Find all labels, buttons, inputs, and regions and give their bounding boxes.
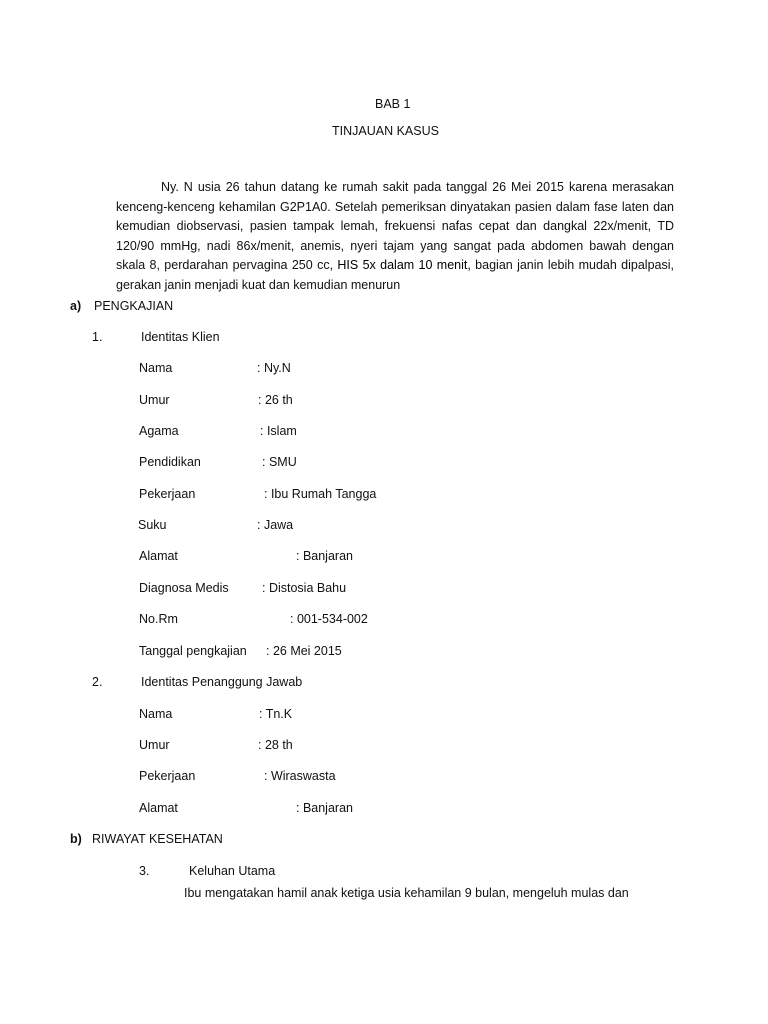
keluhan-text: Ibu mengatakan hamil anak ketiga usia kehamilan 9 bulan, mengeluh mulas dan <box>184 886 629 900</box>
field-label: Diagnosa Medis <box>139 581 229 595</box>
field-label: Pendidikan <box>139 455 201 469</box>
intro-text-1: Ny. N usia 26 tahun datang ke rumah sakit pada tanggal 26 Mei 2015 karena merasakan kenceng-kenceng kehamilan G2P1A0. Setelah pemeriksan dinyatakan pasien dalam fase laten dan kemudian diobservasi, pasien tampak lemah, frekuensi nafas cepat dan dangkal 22x/menit, TD 120/90 mmHg, nadi 86x/menit, anemis, nyeri tajam yang sangat pada abdomen bawah dengan skala 8, perdarahan pervagina 250 cc, <box>116 180 674 273</box>
field-value: : 26 Mei 2015 <box>266 644 342 658</box>
field-value: : Banjaran <box>296 801 353 815</box>
field-label: Tanggal pengkajian <box>139 644 247 658</box>
field-label: Alamat <box>139 549 178 563</box>
field-value: : 28 th <box>258 738 293 752</box>
field-value: : Tn.K <box>259 707 293 721</box>
field-value: : Islam <box>260 424 297 438</box>
field-value: : SMU <box>262 455 297 469</box>
pj-number: 2. <box>92 675 103 689</box>
field-label: Umur <box>139 738 170 752</box>
field-label: Umur <box>139 393 170 407</box>
field-value: : 001-534-002 <box>290 612 368 626</box>
klien-title: Identitas Klien <box>141 330 220 344</box>
field-value: : Jawa <box>257 518 294 532</box>
field-label: Nama <box>139 361 173 375</box>
chapter-heading: BAB 1 <box>375 97 411 111</box>
field-value: : Banjaran <box>296 549 353 563</box>
keluhan-number: 3. <box>139 864 150 878</box>
field-label: No.Rm <box>139 612 178 626</box>
intro-text-2: bagian janin lebih mudah dipalpasi, gerakan janin menjadi kuat dan kemudian menurun <box>116 258 674 292</box>
field-value: : 26 th <box>258 393 293 407</box>
field-value: : Wiraswasta <box>264 769 336 783</box>
pj-title: Identitas Penanggung Jawab <box>141 675 303 689</box>
section-a-title: PENGKAJIAN <box>94 299 174 313</box>
field-label: Pekerjaan <box>139 769 196 783</box>
klien-number: 1. <box>92 330 103 344</box>
field-label: Agama <box>139 424 179 438</box>
field-label: Pekerjaan <box>139 487 196 501</box>
section-b-title: RIWAYAT KESEHATAN <box>92 832 223 846</box>
field-label: Alamat <box>139 801 178 815</box>
keluhan-title: Keluhan Utama <box>189 864 276 878</box>
field-value: : Ibu Rumah Tangga <box>264 487 377 501</box>
document-title: TINJAUAN KASUS <box>332 124 439 138</box>
intro-paragraph <box>116 178 674 296</box>
intro-highlight: HIS 5x dalam 10 menit, <box>337 258 471 273</box>
field-value: : Distosia Bahu <box>262 581 347 595</box>
field-label: Suku <box>138 518 167 532</box>
section-a-marker: a) <box>70 299 82 313</box>
section-b-marker: b) <box>70 832 82 846</box>
field-label: Nama <box>139 707 173 721</box>
field-value: : Ny.N <box>257 361 291 375</box>
